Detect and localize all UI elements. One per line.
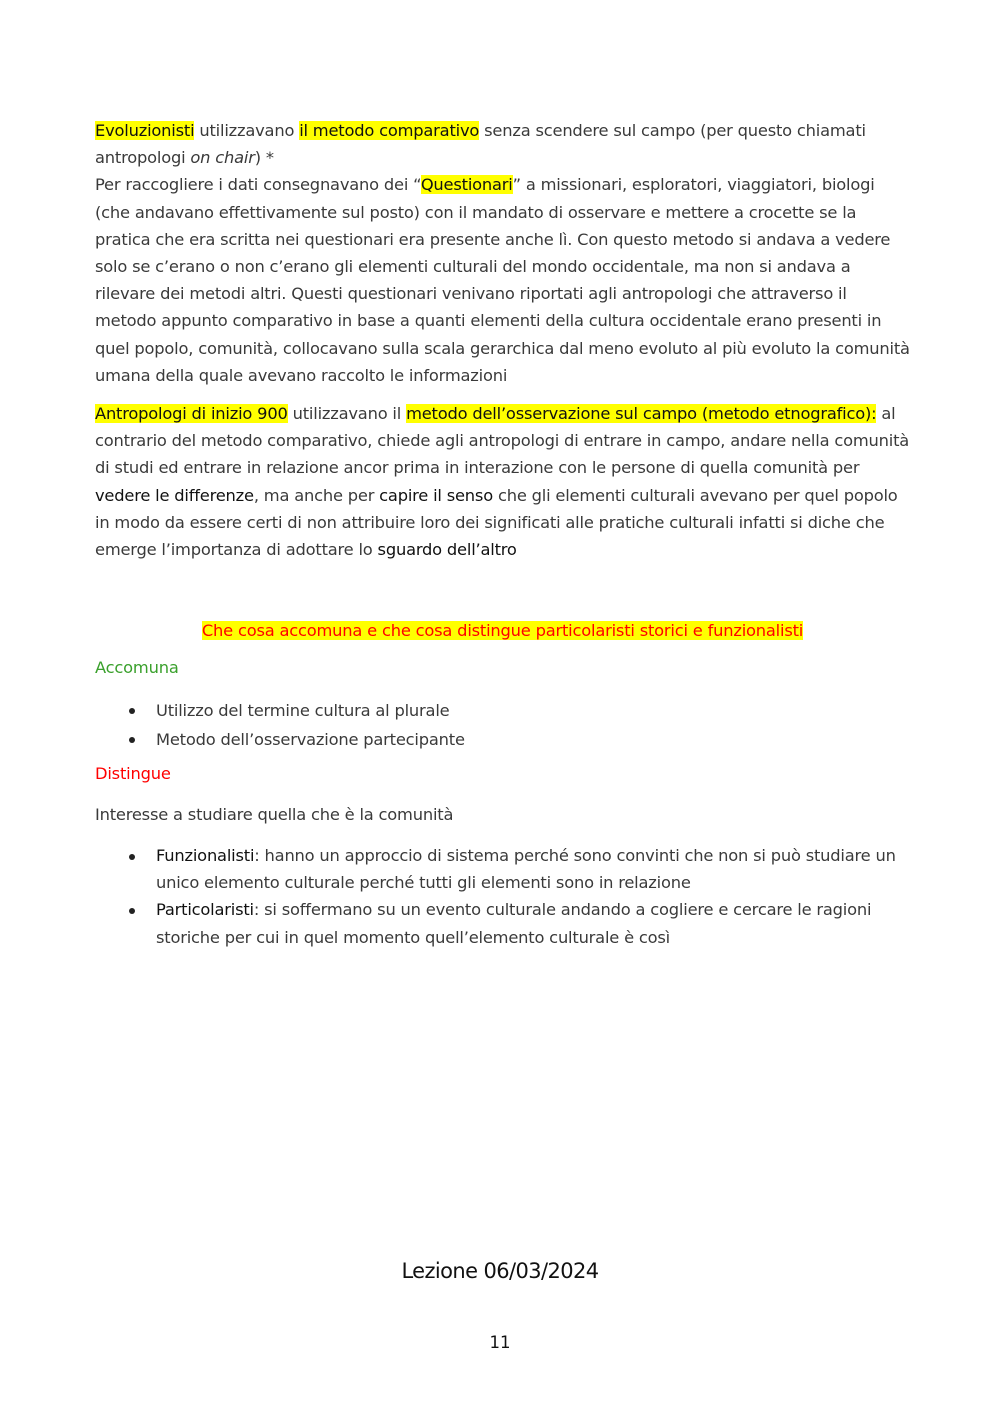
list-item [95,842,910,896]
text-span: ) * [254,148,274,168]
text-span: Per raccogliere i dati consegnavano dei “ [95,175,421,195]
page-number: 11 [489,1333,511,1352]
term-particolaristi: Particolaristi [156,900,254,920]
text-span: , ma anche per [253,485,380,505]
term-funzionalisti: Funzionalisti [156,846,255,866]
paragraph-antropologi-900 [95,400,910,563]
list-item: Utilizzo del termine cultura al plurale [95,696,910,725]
emphasis-sguardo-altro: sguardo dell’altro [377,540,517,560]
highlight-antropologi-900: Antropologi di inizio 900 [95,404,288,424]
text-span: ” a missionari, esploratori, viaggiatori, biologi (che andavano effettivamente sul posto) con il mandato di osservare e mettere a crocette se la pratica che era scritta nei questionari era presente anche lì. Con questo metodo si andava a vedere solo se c’erano o non c’erano gli elementi culturali del mondo occidentale, ma non si andava a rilevare dei metodi altri. Questi questionari venivano riportati agli antropologi che attraverso il metodo appunto comparativo in base a quanti elementi della cultura occidentale erano presenti in quel popolo, comunità, collocavano sulla scala gerarchica dal meno evoluto al più evoluto la comunità umana della quale avevano raccolto le informazioni [95,175,910,385]
definition-text: : si soffermano su un evento culturale andando a cogliere e cercare le ragioni storiche per cui in quel momento quell’elemento culturale è così [156,900,872,947]
text-span: al contrario del metodo comparativo, chiede agli antropologi di entrare in campo, andare nella comunità di studi ed entrare in relazione ancor prima in interazione con le persone di quella comunità per [95,404,910,478]
paragraph-evoluzionisti [95,117,910,389]
list-item: Metodo dell’osservazione partecipante [95,725,910,754]
italic-on-chair: on chair [190,148,255,168]
list-item [95,896,910,950]
highlight-metodo-comparativo: il metodo comparativo [299,121,480,140]
distingue-list [95,842,910,951]
section-title-text: Che cosa accomuna e che cosa distingue particolaristi storici e funzionalisti [201,621,804,641]
emphasis-capire-senso: capire il senso [379,485,493,505]
highlight-questionari: Questionari [420,175,513,195]
lesson-heading: Lezione 06/03/2024 [401,1259,599,1283]
accomuna-list [95,696,910,754]
heading-accomuna: Accomuna [95,658,179,678]
section-title [95,617,910,644]
text-span: senza scendere sul campo (per questo chiamati antropologi [95,121,866,168]
definition-text: : hanno un approccio di sistema perché sono convinti che non si può studiare un unico elemento culturale perché tutti gli elementi sono in relazione [156,846,896,893]
highlight-metodo-etnografico: metodo dell’osservazione sul campo (metodo etnografico): [406,404,877,424]
highlight-evoluzionisti: Evoluzionisti [95,121,195,140]
interesse-text: Interesse a studiare quella che è la comunità [95,804,454,824]
emphasis-vedere-differenze: vedere le differenze [95,485,254,505]
text-span: utilizzavano [194,121,300,140]
heading-distingue: Distingue [95,763,171,783]
document-body [95,117,910,951]
text-span: che gli elementi culturali avevano per quel popolo in modo da essere certi di non attribuire loro dei significati alle pratiche culturali infatti si diche che emerge l’importanza di adottare lo [95,485,898,560]
text-span: utilizzavano il [287,404,407,424]
